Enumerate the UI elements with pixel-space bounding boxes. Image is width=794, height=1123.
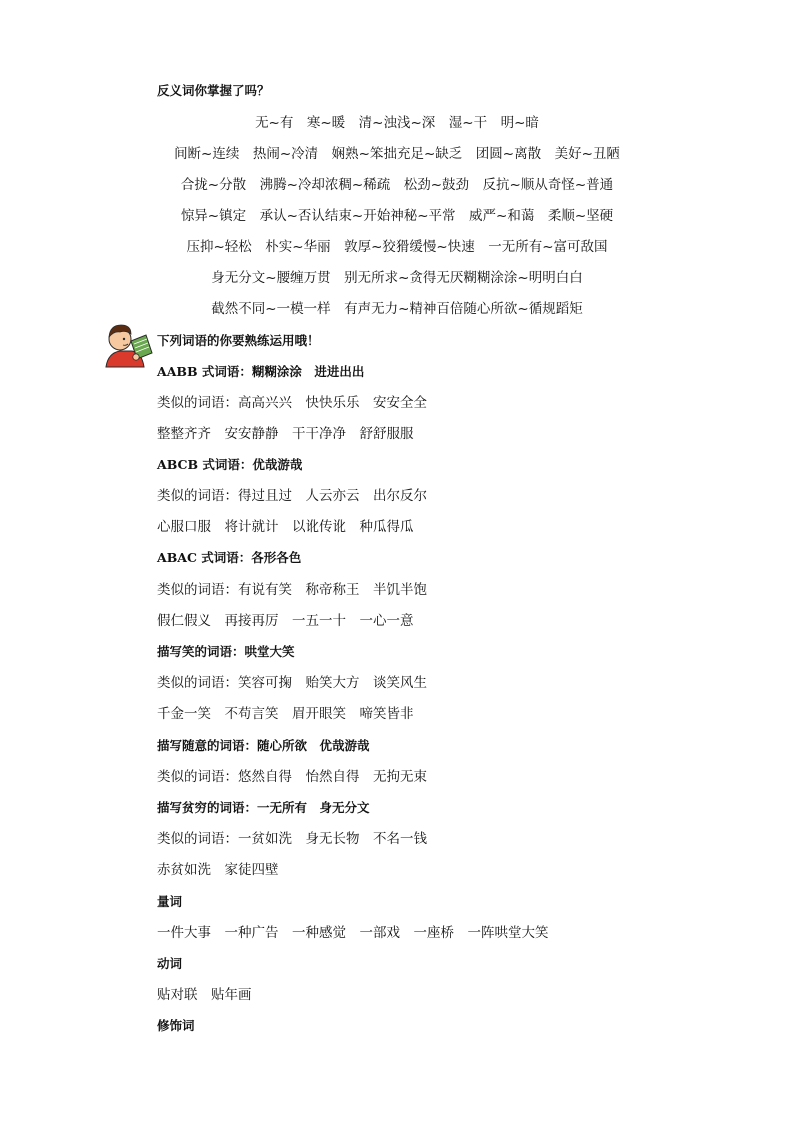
usage-heading: 下列词语的你要熟练运用哦！: [157, 333, 320, 348]
section-heading: 描写随意的词语：随心所欲 优哉游哉: [157, 738, 370, 753]
word-list-line: 整整齐齐 安安静静 干干净净 舒舒服服: [157, 426, 414, 442]
antonym-line: 惊异~镇定 承认~否认结束~开始神秘~平常 威严~和蔼 柔顺~坚硬: [180, 208, 614, 224]
section-heading: 量词: [157, 894, 183, 909]
word-list-line: 假仁假义 再接再厉 一五一十 一心一意: [157, 613, 414, 629]
word-list-line: 类似的词语：一贫如洗 身无长物 不名一钱: [157, 831, 427, 847]
section-heading: 描写笑的词语：哄堂大笑: [157, 644, 295, 659]
section-heading: ABCB 式词语：优哉游哉: [157, 457, 303, 472]
section-heading: 动词: [157, 956, 183, 971]
word-list-line: 类似的词语：高高兴兴 快快乐乐 安安全全: [157, 395, 427, 411]
antonym-line: 身无分文~腰缠万贯 别无所求~贪得无厌糊糊涂涂~明明白白: [211, 270, 583, 286]
section-heading: 描写贫穷的词语：一无所有 身无分文: [157, 800, 370, 815]
word-list-line: 类似的词语：有说有笑 称帝称王 半饥半饱: [157, 582, 427, 598]
antonym-line: 合拢~分散 沸腾~冷却浓稠~稀疏 松劲~鼓劲 反抗~顺从奇怪~普通: [180, 177, 614, 193]
antonym-line: 无~有 寒~暖 清~浊浅~深 湿~干 明~暗: [255, 115, 539, 131]
antonym-line: 压抑~轻松 朴实~华丽 敦厚~狡猾缓慢~快速 一无所有~富可敌国: [186, 239, 608, 255]
word-list-line: 贴对联 贴年画: [157, 987, 252, 1003]
antonyms-heading: 反义词你掌握了吗？: [157, 83, 270, 98]
section-heading: 修饰词: [157, 1018, 195, 1033]
word-list-line: 类似的词语：笑容可掬 贻笑大方 谈笑风生: [157, 675, 427, 691]
word-list-line: 千金一笑 不苟言笑 眉开眼笑 啼笑皆非: [157, 706, 414, 722]
word-list-line: 赤贫如洗 家徒四壁: [157, 862, 279, 878]
section-heading: ABAC 式词语：各形各色: [157, 550, 302, 565]
section-heading: AABB 式词语：糊糊涂涂 进进出出: [157, 364, 365, 379]
word-list-line: 类似的词语：得过且过 人云亦云 出尔反尔: [157, 488, 427, 504]
word-list-line: 心服口服 将计就计 以讹传讹 种瓜得瓜: [157, 519, 414, 535]
word-list-line: 一件大事 一种广告 一种感觉 一部戏 一座桥 一阵哄堂大笑: [157, 925, 549, 941]
boy-reading-book-icon: [98, 319, 158, 369]
antonym-line: 截然不同~一模一样 有声无力~精神百倍随心所欲~循规蹈矩: [211, 301, 583, 317]
antonym-line: 间断~连续 热闹~冷清 娴熟~笨拙充足~缺乏 团圆~离散 美好~丑陋: [174, 146, 620, 162]
word-list-line: 类似的词语：悠然自得 怡然自得 无拘无束: [157, 769, 427, 785]
